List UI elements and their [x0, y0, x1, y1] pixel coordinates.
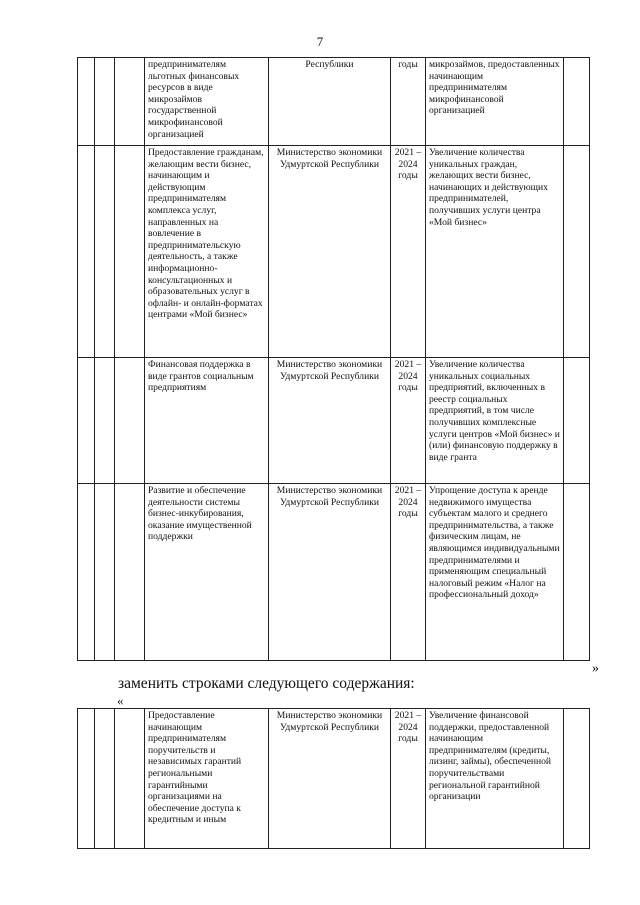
result-cell: Увеличение финансовой поддержки, предоставленной начинающим предпринимателям (кредиты, лизинг, займы), обеспеченной поручительствами региональной гарантийной организации	[426, 709, 564, 849]
empty-cell	[78, 358, 95, 484]
empty-cell	[564, 358, 590, 484]
empty-cell	[78, 709, 95, 849]
opening-quote: «	[117, 693, 124, 708]
result-cell: Увеличение количества уникальных социальных предприятий, включенных в реестр социальных предприятий, в том числе получивших комплексные услуги центров «Мой бизнес» и (или) финансовую поддержку в виде гранта	[426, 358, 564, 484]
empty-cell	[95, 146, 115, 358]
table-row	[78, 358, 590, 484]
executor-cell: Министерство экономики Удмуртской Республики	[269, 358, 391, 484]
executor-cell: Министерство экономики Удмуртской Республики	[269, 484, 391, 661]
measure-cell: Развитие и обеспечение деятельности системы бизнес-инкубирования, оказание имущественной поддержки	[145, 484, 269, 661]
table-row	[78, 146, 590, 358]
empty-cell	[564, 58, 590, 146]
term-cell: 2021 – 2024 годы	[391, 709, 426, 849]
term-cell: 2021 – 2024 годы	[391, 358, 426, 484]
term-cell: 2021 – 2024 годы	[391, 146, 426, 358]
empty-cell	[78, 146, 95, 358]
empty-cell	[564, 146, 590, 358]
empty-cell	[78, 58, 95, 146]
closing-quote: »	[592, 661, 599, 676]
empty-cell	[95, 484, 115, 661]
result-cell: микрозаймов, предоставленных начинающим предпринимателям микрофинансовой организацией	[426, 58, 564, 146]
measure-cell: предпринимателям льготных финансовых ресурсов в виде микрозаймов государственной микрофинансовой организацией	[145, 58, 269, 146]
result-cell: Упрощение доступа к аренде недвижимого имущества субъектам малого и среднего предпринимательства, а также физическим лицам, не являющимся индивидуальными предпринимателями и применяющим специальный налоговый режим «Налог на профессиональный доход»	[426, 484, 564, 661]
empty-cell	[115, 146, 145, 358]
empty-cell	[78, 484, 95, 661]
measure-cell: Предоставление начинающим предпринимателям поручительств и независимых гарантий региональными гарантийными организациями на обеспечение доступа к кредитным и иным	[145, 709, 269, 849]
executor-cell: Министерство экономики Удмуртской Республики	[269, 709, 391, 849]
executor-cell: Республики	[269, 58, 391, 146]
measure-cell: Предоставление гражданам, желающим вести бизнес, начинающим и действующим предпринимателям комплекса услуг, направленных на вовлечение в предпринимательскую деятельность, а также информационно-консультационных и образовательных услуг в офлайн- и онлайн-форматах центрами «Мой бизнес»	[145, 146, 269, 358]
empty-cell	[115, 484, 145, 661]
result-cell: Увеличение количества уникальных граждан, желающих вести бизнес, начинающих и действующих предпринимателей, получивших услуги центра «Мой бизнес»	[426, 146, 564, 358]
empty-cell	[564, 484, 590, 661]
empty-cell	[95, 709, 115, 849]
measure-cell: Финансовая поддержка в виде грантов социальным предприятиям	[145, 358, 269, 484]
executor-cell: Министерство экономики Удмуртской Республики	[269, 146, 391, 358]
empty-cell	[95, 358, 115, 484]
table-row	[78, 709, 590, 849]
measures-table-bottom	[77, 708, 590, 849]
table-row	[78, 484, 590, 661]
instruction-text: заменить строками следующего содержания:	[118, 675, 415, 692]
term-cell: 2021 – 2024 годы	[391, 484, 426, 661]
page-number: 7	[316, 34, 324, 49]
measures-table-top	[77, 57, 590, 661]
term-cell: годы	[391, 58, 426, 146]
empty-cell	[115, 358, 145, 484]
empty-cell	[115, 58, 145, 146]
empty-cell	[115, 709, 145, 849]
table-row	[78, 58, 590, 146]
empty-cell	[564, 709, 590, 849]
empty-cell	[95, 58, 115, 146]
